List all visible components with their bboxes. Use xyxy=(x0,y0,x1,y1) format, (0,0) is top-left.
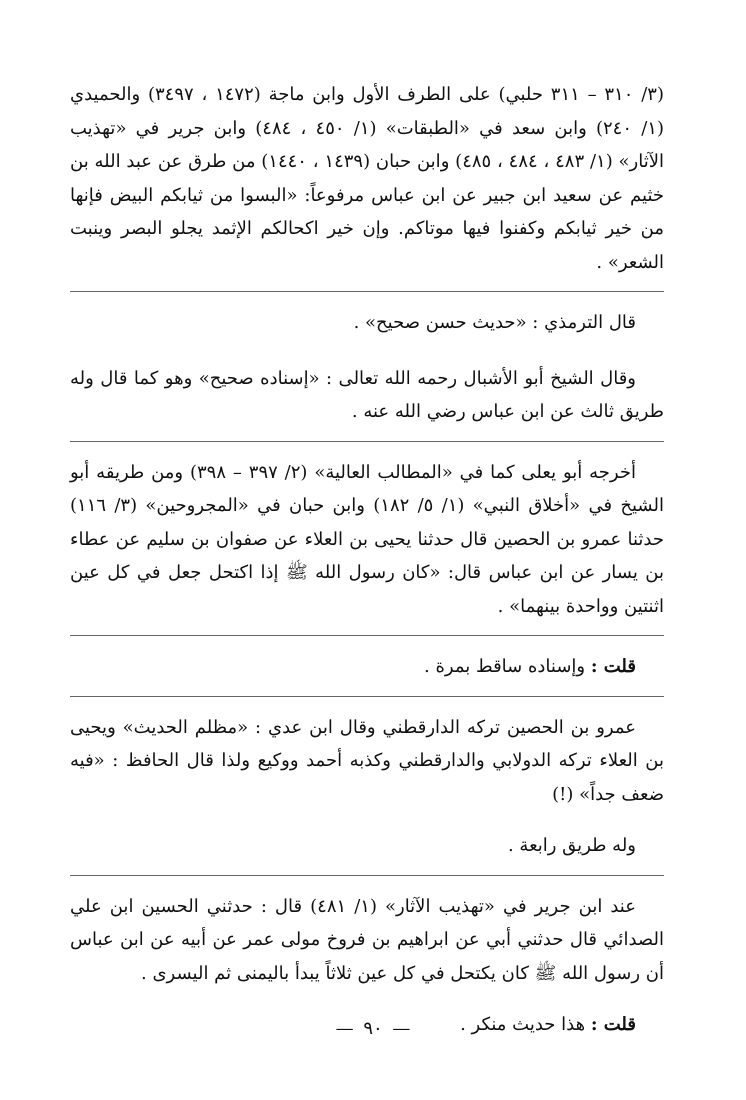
paragraph-fourth-route: وله طريق رابعة . xyxy=(507,835,636,856)
qultu-text: وإسناده ساقط بمرة . xyxy=(424,656,586,677)
divider xyxy=(70,696,664,697)
paragraph-abu-al-ashbal: وقال الشيخ أبو الأشبال رحمه الله تعالى : «إسناده صحيح» وهو كما قال وله طريق ثالث عن ابن عباس رضي الله عنه . xyxy=(70,367,664,422)
footer-dash: — xyxy=(392,1018,411,1039)
paragraph-tirmidhi: قال الترمذي : «حديث حسن صحيح» . xyxy=(353,312,636,333)
qultu-text: هذا حديث منكر . xyxy=(460,1014,586,1035)
qultu-label: قلت : xyxy=(590,1014,636,1035)
qultu-label: قلت : xyxy=(590,656,636,677)
divider xyxy=(70,441,664,442)
paragraph-amr-bin-husayn: عمرو بن الحصين تركه الدارقطني وقال ابن عدي : «مظلم الحديث» ويحيى بن العلاء تركه الدولابي والدارقطني وكذبه أحمد ووكيع ولذا قال الحافظ : «فيه ضعف جداً» (!) xyxy=(70,716,664,805)
footer-dash: — xyxy=(335,1018,354,1039)
paragraph-abu-yala: أخرجه أبو يعلى كما في «المطالب العالية» (٢/ ٣٩٧ – ٣٩٨) ومن طريقه أبو الشيخ في «أخلاق النبي» (١/ ٥/ ١٨٢) وابن حبان في «المجروحين» (٣/ ١١٦) حدثنا عمرو بن الحصين قال حدثنا يحيى بن العلاء عن صفوان بن سليم عن عطاء بن يسار عن ابن عباس قال: «كان رسول الله ﷺ إذا اكتحل جعل في كل عين اثنتين وواحدة بينهما» . xyxy=(70,461,664,617)
divider xyxy=(70,291,664,292)
divider xyxy=(70,635,664,636)
paragraph-sources: (٣/ ٣١٠ – ٣١١ حلبي) على الطرف الأول وابن ماجة (١٤٧٢ ، ٣٤٩٧) والحميدي (١/ ٢٤٠) وابن سعد في «الطبقات» (١/ ٤٥٠ ، ٤٨٤) وابن جرير في «تهذيب الآثار» (١/ ٤٨٣ ، ٤٨٤ ، ٤٨٥) وابن حبان (١٤٣٩ ، ١٤٤٠) من طرق عن عبد الله بن خثيم عن سعيد ابن جبير عن ابن عباس مرفوعاً: «البسوا من ثيابكم البيض فإنها من خير ثيابكم وكفنوا فيها موتاكم. وإن خير اكحالكم الإثمد يجلو البصر وينبت الشعر» . xyxy=(70,84,664,273)
paragraph-ibn-jarir: عند ابن جرير في «تهذيب الآثار» (١/ ٤٨١) قال : حدثني الحسين ابن علي الصدائي قال حدثني أبي عن ابراهيم بن فروخ مولى عمر عن أبيه عن ابن عباس أن رسول الله ﷺ كان يكتحل في كل عين ثلاثاً يبدأ باليمنى ثم اليسرى . xyxy=(70,895,664,984)
page-footer xyxy=(0,1018,746,1039)
divider xyxy=(70,875,664,876)
paragraph-qultu-1 xyxy=(70,650,664,684)
page-number: ٩٠ xyxy=(363,1018,383,1039)
